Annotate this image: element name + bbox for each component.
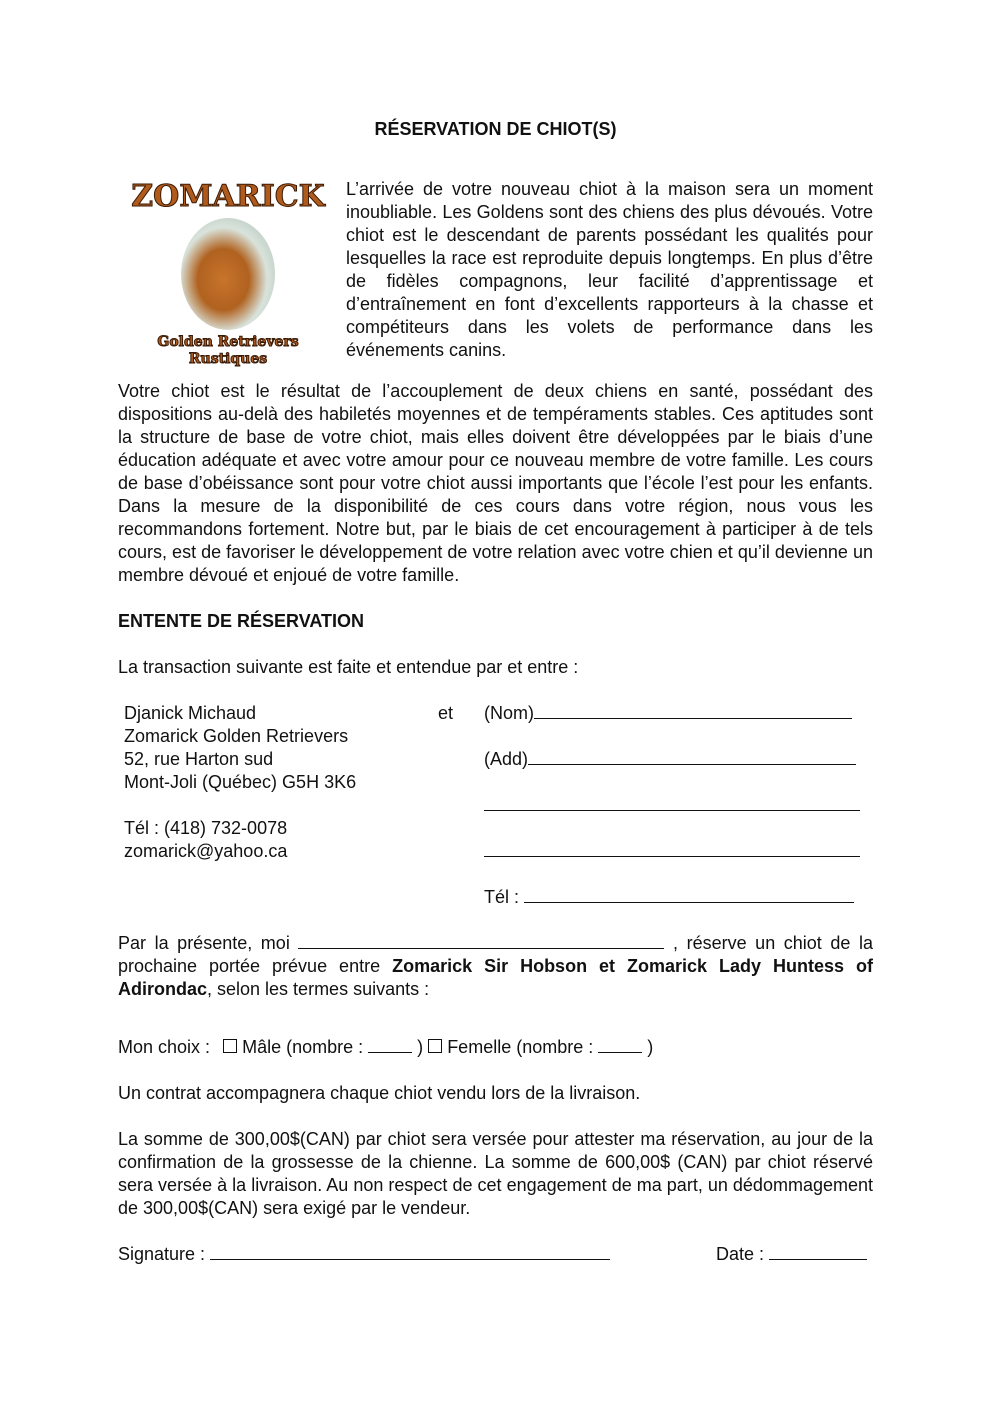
parent-dogs: Zomarick Sir Hobson et Zomarick Lady Huntess of Adirondac bbox=[118, 956, 873, 999]
signature-row bbox=[118, 1243, 873, 1266]
seller-email: zomarick@yahoo.ca bbox=[124, 841, 288, 861]
female-count-blank[interactable] bbox=[598, 1036, 642, 1053]
female-label: Femelle (nombre : bbox=[447, 1037, 594, 1057]
date-label: Date : bbox=[715, 1244, 764, 1264]
choice-line bbox=[118, 1036, 873, 1059]
payment-paragraph: La somme de 300,00$(CAN) par chiot sera versée pour attester ma réservation, au jour de la confirmation de la grossesse de la chienne. La somme de 600,00$ (CAN) par chiot réservé sera versée à la livraison. Au non respect de cet engagement de ma part, un dédommagement de 300,00$(CAN) sera exigé par le vendeur. bbox=[118, 1129, 873, 1218]
male-count-blank[interactable] bbox=[368, 1036, 412, 1053]
reserve-prefix: Par la présente, moi bbox=[118, 933, 290, 953]
intro-paragraph: L’arrivée de votre nouveau chiot à la maison sera un moment inoubliable. Les Goldens sont des chiens des plus dévoués. Votre chiot est le descendant de parents possédant les qualités pour lesquelles la race est reproduite depuis longtemps. En plus d’être de fidèles compagnons, leur facilité d’apprentissage et d’entraînement en font d’excellents rapporteurs à la chasse et compétiteurs dans les volets de performance dans les événements canins. bbox=[346, 179, 873, 360]
reserve-end: , selon les termes suivants : bbox=[207, 979, 430, 999]
male-label: Mâle (nombre : bbox=[242, 1037, 364, 1057]
buyer-name-blank[interactable] bbox=[298, 932, 664, 949]
buyer-address-label: (Add) bbox=[484, 749, 529, 769]
logo-wordmark: ZOMARICK bbox=[131, 179, 325, 214]
date-field[interactable] bbox=[716, 1243, 867, 1266]
intro-row bbox=[118, 178, 873, 368]
buyer-block bbox=[484, 702, 873, 909]
logo-subtitle-1: Golden Retrievers bbox=[157, 334, 299, 350]
seller-block bbox=[124, 702, 438, 909]
logo-subtitle-2: Rustiques bbox=[188, 351, 268, 367]
buyer-name-field[interactable] bbox=[484, 702, 873, 748]
transaction-line: La transaction suivante est faite et entendue par et entre : bbox=[118, 657, 579, 677]
page-title: RÉSERVATION DE CHIOT(S) bbox=[374, 119, 617, 139]
buyer-phone-field[interactable] bbox=[484, 886, 873, 909]
contract-line: Un contrat accompagnera chaque chiot vendu lors de la livraison. bbox=[118, 1083, 641, 1103]
buyer-address-line-2[interactable] bbox=[484, 794, 873, 840]
zomarick-logo bbox=[118, 178, 338, 368]
seller-phone: Tél : (418) 732-0078 bbox=[124, 818, 288, 838]
buyer-phone-label: Tél : bbox=[484, 887, 520, 907]
section-heading: ENTENTE DE RÉSERVATION bbox=[118, 611, 365, 631]
signature-field[interactable] bbox=[118, 1243, 610, 1266]
and-label: et bbox=[438, 703, 454, 723]
buyer-name-label: (Nom) bbox=[484, 703, 534, 723]
buyer-address-line-3[interactable] bbox=[484, 840, 873, 886]
choice-label: Mon choix : bbox=[118, 1037, 211, 1057]
seller-name: Djanick Michaud bbox=[124, 703, 257, 723]
body-paragraph: Votre chiot est le résultat de l’accouplement de deux chiens en santé, possédant des dispositions au-delà des habiletés moyennes et de tempéraments stables. Ces aptitudes sont la structure de base de votre chiot, mais elles doivent être développées par le biais d’une éducation adéquate et avec votre amour pour ce nouveau membre de votre famille. Les cours de base d’obéissance sont pour votre chiot aussi importants que l’école l’est pour les enfants. Dans la mesure de la disponibilité de ces cours dans votre région, nous vous les recommandons fortement. Notre but, par le biais de cet encouragement à participer à de tels cours, est de favoriser le développement de votre relation avec votre chien et qu’il devienne un membre dévoué et enjoué de votre famille. bbox=[118, 381, 873, 585]
female-checkbox[interactable] bbox=[428, 1039, 442, 1053]
dog-photo bbox=[181, 218, 275, 330]
male-close: ) bbox=[417, 1037, 424, 1057]
reserve-suffix: , réserve un chiot de la prochaine portée prévue entre bbox=[118, 933, 873, 976]
buyer-address-field[interactable] bbox=[484, 748, 873, 794]
seller-city: Mont-Joli (Québec) G5H 3K6 bbox=[124, 772, 357, 792]
signature-label: Signature : bbox=[118, 1244, 206, 1264]
reservation-statement bbox=[118, 932, 873, 1001]
seller-company: Zomarick Golden Retrievers bbox=[124, 726, 349, 746]
seller-street: 52, rue Harton sud bbox=[124, 749, 274, 769]
female-close: ) bbox=[647, 1037, 654, 1057]
male-checkbox[interactable] bbox=[223, 1039, 237, 1053]
parties-block bbox=[124, 702, 873, 909]
